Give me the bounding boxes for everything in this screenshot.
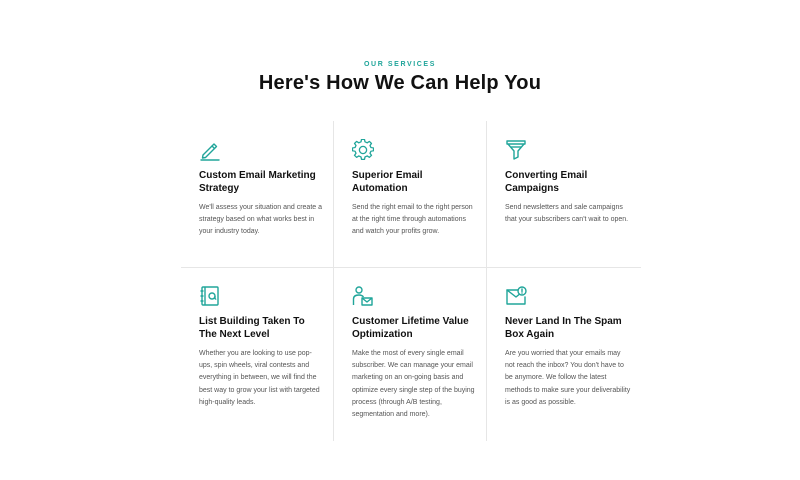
service-card xyxy=(199,139,325,239)
service-title: Custom Email Marketing Strategy xyxy=(199,170,316,194)
gear-icon xyxy=(352,139,374,161)
pencil-icon xyxy=(199,139,221,161)
service-card xyxy=(505,139,631,226)
service-description: Make the most of every single email subscriber. We can manage your email marketing on an on-going basis and optimize every single step of the buying process (through A/B testing, segmentation and more). xyxy=(352,350,475,419)
services-grid xyxy=(181,121,641,441)
service-card xyxy=(352,139,478,239)
section-eyebrow: OUR SERVICES xyxy=(364,61,436,68)
service-description: Send the right email to the right person at the right time through automations and watch your profits grow. xyxy=(352,204,473,236)
service-title: Superior Email Automation xyxy=(352,170,423,194)
customer-mail-icon xyxy=(352,285,374,307)
service-card xyxy=(352,285,478,421)
mail-alert-icon xyxy=(505,285,527,307)
service-description: Whether you are looking to use pop-ups, spin wheels, viral contests and everything in between, we will find the best way to grow your list with targeted high-quality leads. xyxy=(199,350,320,406)
service-title: Never Land In The Spam Box Again xyxy=(505,316,622,340)
grid-divider-vertical xyxy=(486,121,487,441)
service-card xyxy=(505,285,631,409)
grid-divider-vertical xyxy=(333,121,334,441)
service-title: List Building Taken To The Next Level xyxy=(199,316,305,340)
service-card xyxy=(199,285,325,409)
section-title: Here's How We Can Help You xyxy=(258,72,542,94)
service-title: Customer Lifetime Value Optimization xyxy=(352,316,469,340)
grid-divider-horizontal xyxy=(181,267,641,268)
service-description: We'll assess your situation and create a strategy based on what works best in your industry today. xyxy=(199,204,322,236)
funnel-icon xyxy=(505,139,527,161)
service-description: Are you worried that your emails may not reach the inbox? You don't have to be anymore. We follow the latest methods to make sure your deliverability is as good as possible. xyxy=(505,350,631,406)
service-description: Send newsletters and sale campaigns that your subscribers can't wait to open. xyxy=(505,204,629,224)
service-title: Converting Email Campaigns xyxy=(505,170,588,194)
address-book-icon xyxy=(199,285,221,307)
